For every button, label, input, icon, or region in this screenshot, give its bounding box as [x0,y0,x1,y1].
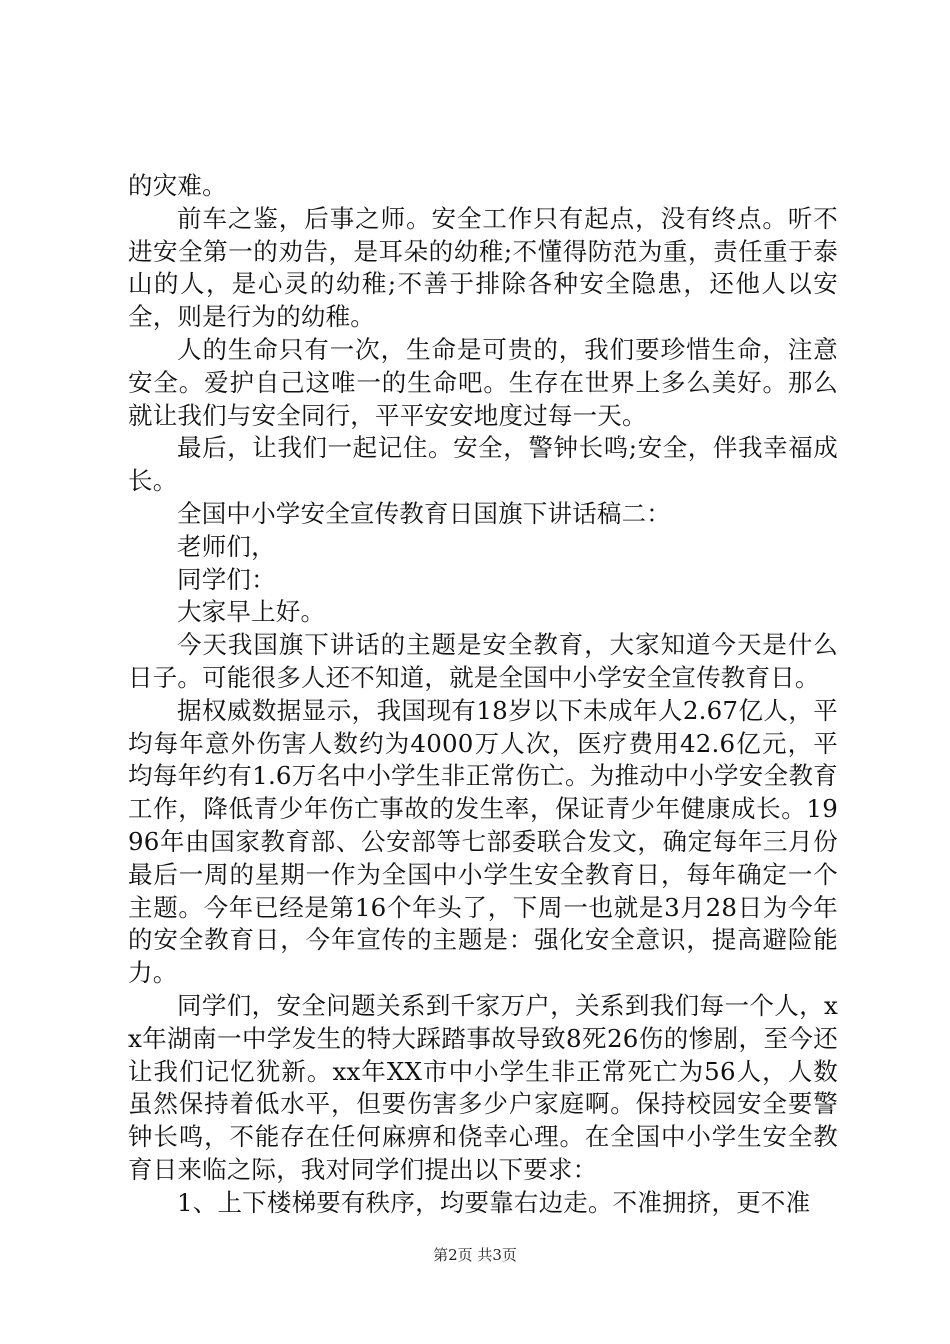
page-number-footer: 第2页 共3页 [433,1246,517,1264]
paragraph-lesson: 前车之鉴，后事之师。安全工作只有起点，没有终点。听不进安全第一的劝告，是耳朵的幼稚;不懂得防范为重，责任重于泰山的人，是心灵的幼稚;不善于排除各种安全隐患，还他人以安全，则是行为的幼稚。 [128,203,838,332]
greeting: 大家早上好。 [177,597,326,627]
paragraph-topic: 今天我国旗下讲话的主题是安全教育，大家知道今天是什么日子。可能很多人还不知道，就是全国中小学安全宣传教育日。 [128,630,838,692]
salutation-teachers: 老师们， [177,531,276,561]
salutation-students: 同学们： [177,564,276,594]
paragraph-incidents: 同学们，安全问题关系到千家万户，关系到我们每一个人，xx年湖南一中学发生的特大踩踏事故导致8死26伤的惨剧，至今还让我们记忆犹新。xx年XX市中小学生非正常死亡为56人，人数虽然保持着低水平，但要伤害多少户家庭啊。保持校园安全要警钟长鸣，不能存在任何麻痹和侥幸心理。在全国中小学生安全教育日来临之际，我对同学们提出以下要求： [128,990,838,1184]
document-body [128,170,838,1220]
requirement-item-1: 1、上下楼梯要有秩序，均要靠右边走。不准拥挤，更不准 [177,1187,811,1217]
paragraph-continuation: 的灾难。 [128,171,227,200]
speech-two-heading: 全国中小学安全宣传教育日国旗下讲话稿二： [177,498,671,528]
paragraph-statistics: 据权威数据显示，我国现有18岁以下未成年人2.67亿人，平均每年意外伤害人数约为4000万人次，医疗费用42.6亿元，平均每年约有1.6万名中小学生非正常伤亡。为推动中小学安全教育工作，降低青少年伤亡事故的发生率，保证青少年健康成长。1996年由国家教育部、公安部等七部委联合发文，确定每年三月份最后一周的星期一作为全国中小学生安全教育日，每年确定一个主题。今年已经是第16个年头了，下周一也就是3月28日为今年的安全教育日，今年宣传的主题是：强化安全意识，提高避险能力。 [128,695,838,988]
paragraph-closing: 最后，让我们一起记住。安全，警钟长鸣;安全，伴我幸福成长。 [128,433,838,496]
paragraph-life: 人的生命只有一次，生命是可贵的，我们要珍惜生命，注意安全。爱护自己这唯一的生命吧。生存在世界上多么美好。那么就让我们与安全同行，平平安安地度过每一天。 [128,334,838,430]
